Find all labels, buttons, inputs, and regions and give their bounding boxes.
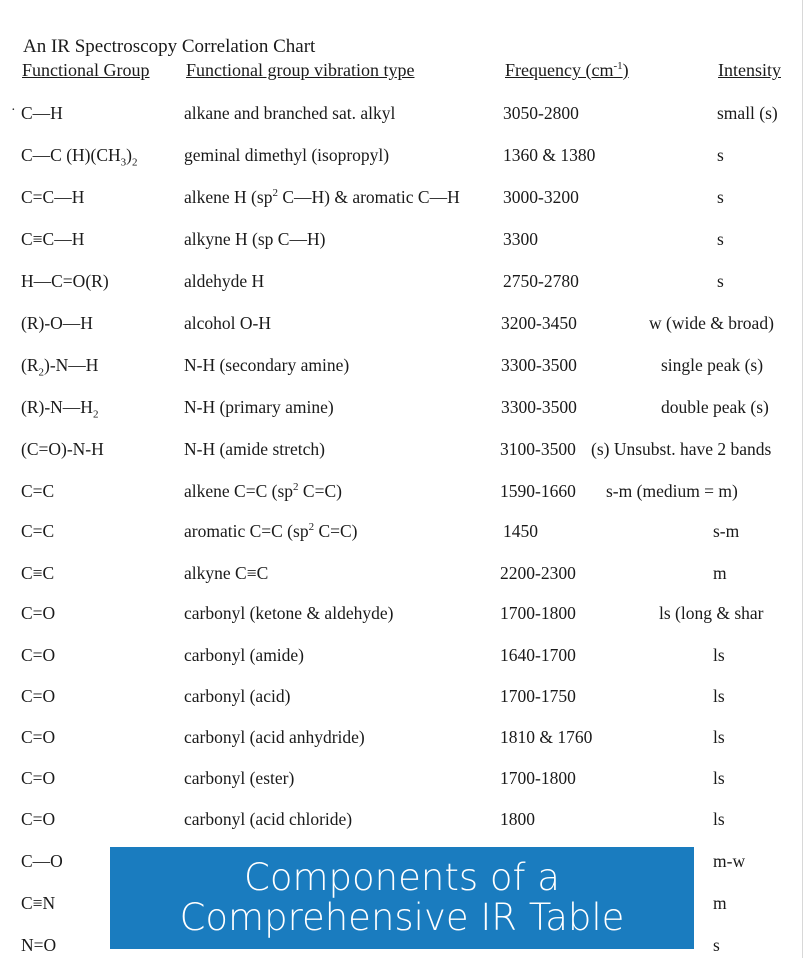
intensity-cell: ls [713,645,725,665]
vibration-type-cell: alkene C=C ($sp^2$ C=C) [184,481,342,501]
functional-group-cell: C=O [21,645,56,665]
header-frequency [505,60,629,81]
functional-group-cell: C—C $(H)(CH_3)_2$ [21,145,138,169]
functional-group-cell: C=O [21,809,56,829]
vibration-type-cell: carbonyl (ketone & aldehyde) [184,603,394,623]
frequency-cell: 3300-3500 [501,355,577,375]
table-row [0,645,803,683]
table-row [0,271,803,309]
intensity-cell: (s) Unsubst. have 2 bands [591,439,772,459]
vibration-type-cell: N-H (amide stretch) [184,439,325,459]
header-frequency-close: ) [622,60,629,80]
header-functional-group: Functional Group [22,60,150,80]
intensity-cell: m [713,893,727,913]
intensity-cell: m [713,563,727,583]
table-row [0,521,803,559]
banner-line-1: Components of a [244,856,560,899]
table-row [0,768,803,806]
intensity-cell: ls (long & shar [659,603,764,623]
vibration-type-cell: carbonyl (acid anhydride) [184,727,365,747]
table-row [0,145,803,183]
vibration-type-cell: carbonyl (ester) [184,768,295,788]
frequency-cell: 3200-3450 [501,313,577,333]
table-row [0,397,803,435]
frequency-cell: 3300-3500 [501,397,577,417]
frequency-cell: 1590-1660 [500,481,576,501]
vibration-type-cell: carbonyl (amide) [184,645,305,665]
intensity-cell: ls [713,768,725,788]
intensity-cell: s-m (medium = m) [606,481,738,501]
intensity-cell: s [713,935,720,955]
vibration-type-cell: alkyne H (sp C—H) [184,229,326,249]
vibration-type-cell: aromatic C=C ($sp^2$ C=C) [184,521,358,541]
frequency-cell: 1360 & 1380 [503,145,596,165]
functional-group-cell: C=C—H [21,187,85,207]
vibration-type-cell: alkane and branched sat. alkyl [184,103,396,123]
functional-group-cell: C=O [21,686,56,706]
intensity-cell: s [717,145,724,165]
vibration-type-cell: alkyne C≡C [184,563,269,583]
chart-title: An IR Spectroscopy Correlation Chart [23,36,316,57]
functional-group-cell: N=O [21,935,57,955]
vibration-type-cell: N-H (secondary amine) [184,355,350,375]
frequency-cell: 3300 [503,229,538,249]
intensity-cell: ls [713,727,725,747]
table-row [0,809,803,847]
intensity-cell: s [717,271,724,291]
header-frequency-text: Frequency (cm [505,60,614,80]
functional-group-cell: C=C [21,481,55,501]
title-banner [110,847,694,949]
table-row [0,313,803,351]
functional-group-cell: C≡C [21,563,55,583]
functional-group-cell: C≡N [21,893,56,913]
functional-group-cell: C=O [21,727,56,747]
table-row [0,481,803,519]
table-row [0,187,803,225]
table-row [0,563,803,601]
frequency-cell: 1450 [503,521,538,541]
vibration-type-cell: alkene H ($sp^2$ C—H) & aromatic C—H [184,187,460,207]
functional-group-cell: (C=O)-N-H [21,439,104,459]
frequency-cell: 3100-3500 [500,439,576,459]
functional-group-cell: (R)-O—H [21,313,93,333]
frequency-cell: 2750-2780 [503,271,579,291]
vibration-type-cell: alcohol O-H [184,313,271,333]
intensity-cell: ls [713,686,725,706]
vibration-type-cell: aldehyde H [184,271,265,291]
functional-group-cell: C≡C—H [21,229,85,249]
functional-group-cell: C=O [21,603,56,623]
header-intensity: Intensity [718,60,781,80]
intensity-cell: w (wide & broad) [649,313,774,333]
frequency-cell: 1700-1800 [500,603,576,623]
table-row [0,439,803,477]
vibration-type-cell: carbonyl (acid) [184,686,291,706]
intensity-cell: ls [713,809,725,829]
frequency-cell: 1810 & 1760 [500,727,593,747]
intensity-cell: single peak (s) [661,355,764,375]
table-row [0,603,803,641]
vibration-type-cell: geminal dimethyl (isopropyl) [184,145,390,165]
functional-group-cell: $(R)-N—H_2$ [21,397,99,421]
header-frequency-exponent: -1 [613,60,623,72]
frequency-cell: 3050-2800 [503,103,579,123]
functional-group-cell: C=O [21,768,56,788]
intensity-cell: double peak (s) [661,397,769,417]
functional-group-cell: $(R_2)-N—H$ [21,355,99,379]
table-row [0,229,803,267]
bullet-mark: · [11,103,16,118]
functional-group-cell: C—O [21,851,63,871]
intensity-cell: s [717,187,724,207]
frequency-cell: 2200-2300 [500,563,576,583]
table-row [0,686,803,724]
frequency-cell: 3000-3200 [503,187,579,207]
functional-group-cell: C—H [21,103,63,123]
frequency-cell: 1700-1800 [500,768,576,788]
banner-line-2: Comprehensive IR Table [179,896,625,939]
table-row [0,355,803,393]
frequency-cell: 1800 [500,809,535,829]
functional-group-cell: C=C [21,521,55,541]
functional-group-cell: H—C=O(R) [21,271,109,291]
intensity-cell: s [717,229,724,249]
intensity-cell: m-w [713,851,746,871]
vibration-type-cell: N-H (primary amine) [184,397,334,417]
vibration-type-cell: carbonyl (acid chloride) [184,809,353,829]
table-row [0,103,803,141]
frequency-cell: 1700-1750 [500,686,576,706]
intensity-cell: s-m [713,521,740,541]
intensity-cell: small (s) [717,103,778,123]
table-row [0,727,803,765]
header-vibration-type: Functional group vibration type [186,60,415,80]
frequency-cell: 1640-1700 [500,645,576,665]
